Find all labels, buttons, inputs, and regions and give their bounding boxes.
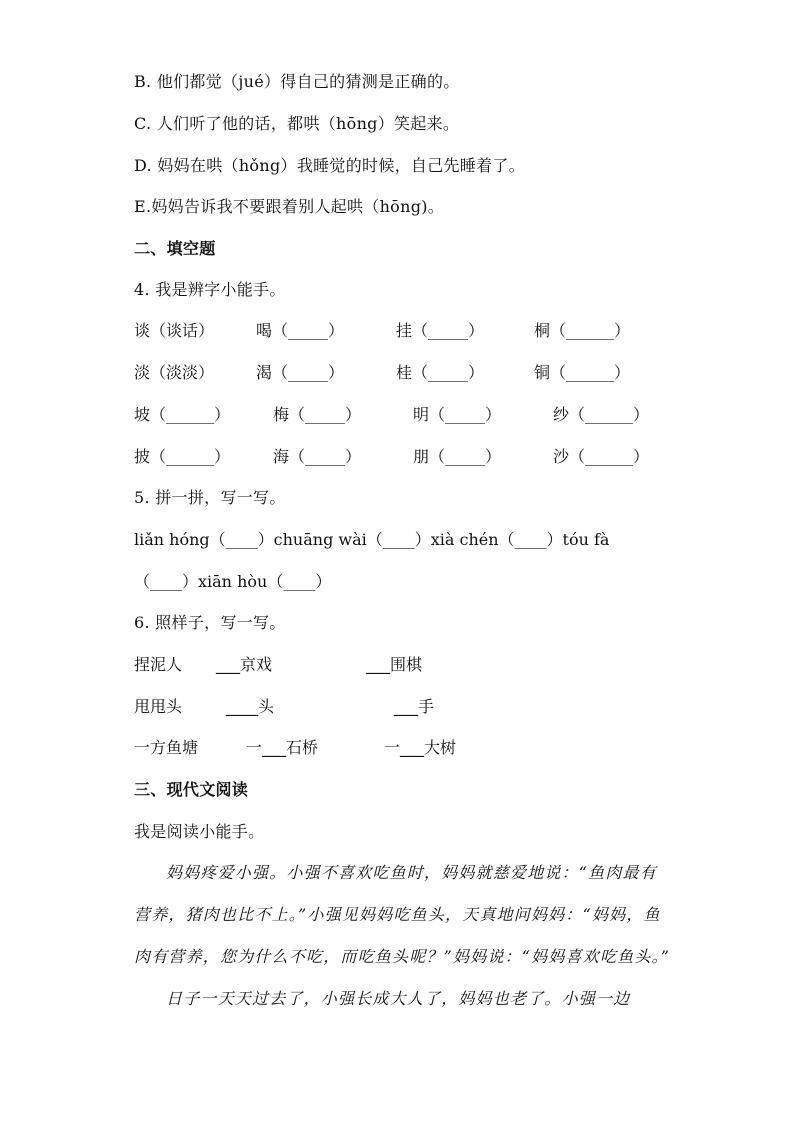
q4-cell: 淡（淡淡） — [134, 363, 215, 382]
q3-option-b: B. 他们都觉（jué）得自己的猜测是正确的。 — [134, 72, 460, 91]
q3-option-e: E.妈妈告诉我不要跟着别人起哄（hōng)。 — [134, 197, 445, 216]
q4-cell: 沙（______） — [553, 447, 650, 466]
q4-cell: 桂（_____） — [396, 363, 485, 382]
q6-blank: ___围棋 — [366, 655, 423, 674]
q4-cell: 海（_____） — [273, 447, 362, 466]
section-3-title: 三、现代文阅读 — [134, 780, 249, 799]
q6-blank: ____头 — [226, 697, 275, 716]
q6-blank: ___手 — [394, 697, 435, 716]
q4-cell: 铜（______） — [534, 363, 631, 382]
q4-cell: 朋（_____） — [413, 447, 502, 466]
q4-cell: 谈（谈话） — [134, 321, 215, 340]
q6-example: 捏泥人 — [134, 655, 183, 674]
q4-cell: 挂（_____） — [396, 321, 485, 340]
q4-prompt: 4. 我是辨字小能手。 — [134, 280, 286, 299]
q5-prompt: 5. 拼一拼，写一写。 — [134, 488, 286, 507]
q4-cell: 明（_____） — [413, 405, 502, 424]
section-2-title: 二、填空题 — [134, 239, 216, 258]
reading-paragraph-1: 妈妈疼爱小强。小强不喜欢吃鱼时，妈妈就慈爱地说：“鱼肉最有营养，猪肉也比不上。”小强见妈妈吃鱼头，天真地问妈妈：“妈妈，鱼肉有营养，您为什么不吃，而吃鱼头呢？”妈妈说：“妈妈喜欢吃鱼头。” — [134, 863, 671, 966]
q6-prompt: 6. 照样子，写一写。 — [134, 613, 286, 632]
q6-blank: ___京戏 — [216, 655, 273, 674]
q4-cell: 渴（_____） — [256, 363, 345, 382]
q6-example: 甩甩头 — [134, 697, 183, 716]
q5-pinyin-line-1: liǎn hóng（____）chuāng wài（____）xià chén（____）tóu fà — [134, 530, 610, 549]
q4-cell: 披（______） — [134, 447, 231, 466]
q4-cell: 喝（_____） — [256, 321, 345, 340]
q4-cell: 坡（______） — [134, 405, 231, 424]
q4-cell: 纱（______） — [553, 405, 650, 424]
reading-intro: 我是阅读小能手。 — [134, 822, 265, 841]
q6-blank: 一___石桥 — [246, 738, 319, 757]
q3-option-d: D. 妈妈在哄（hǒng）我睡觉的时候，自己先睡着了。 — [134, 156, 526, 175]
q3-option-c: C. 人们听了他的话，都哄（hōng）笑起来。 — [134, 114, 460, 133]
q5-pinyin-line-2: （____）xiān hòu（____） — [134, 572, 332, 591]
q4-cell: 梅（_____） — [273, 405, 362, 424]
q6-example: 一方鱼塘 — [134, 738, 199, 757]
q4-cell: 桐（______） — [534, 321, 631, 340]
reading-passage — [134, 852, 674, 1020]
q6-blank: 一___大树 — [384, 738, 457, 757]
reading-paragraph-2: 日子一天天过去了，小强长成大人了，妈妈也老了。小强一边 — [166, 989, 631, 1008]
